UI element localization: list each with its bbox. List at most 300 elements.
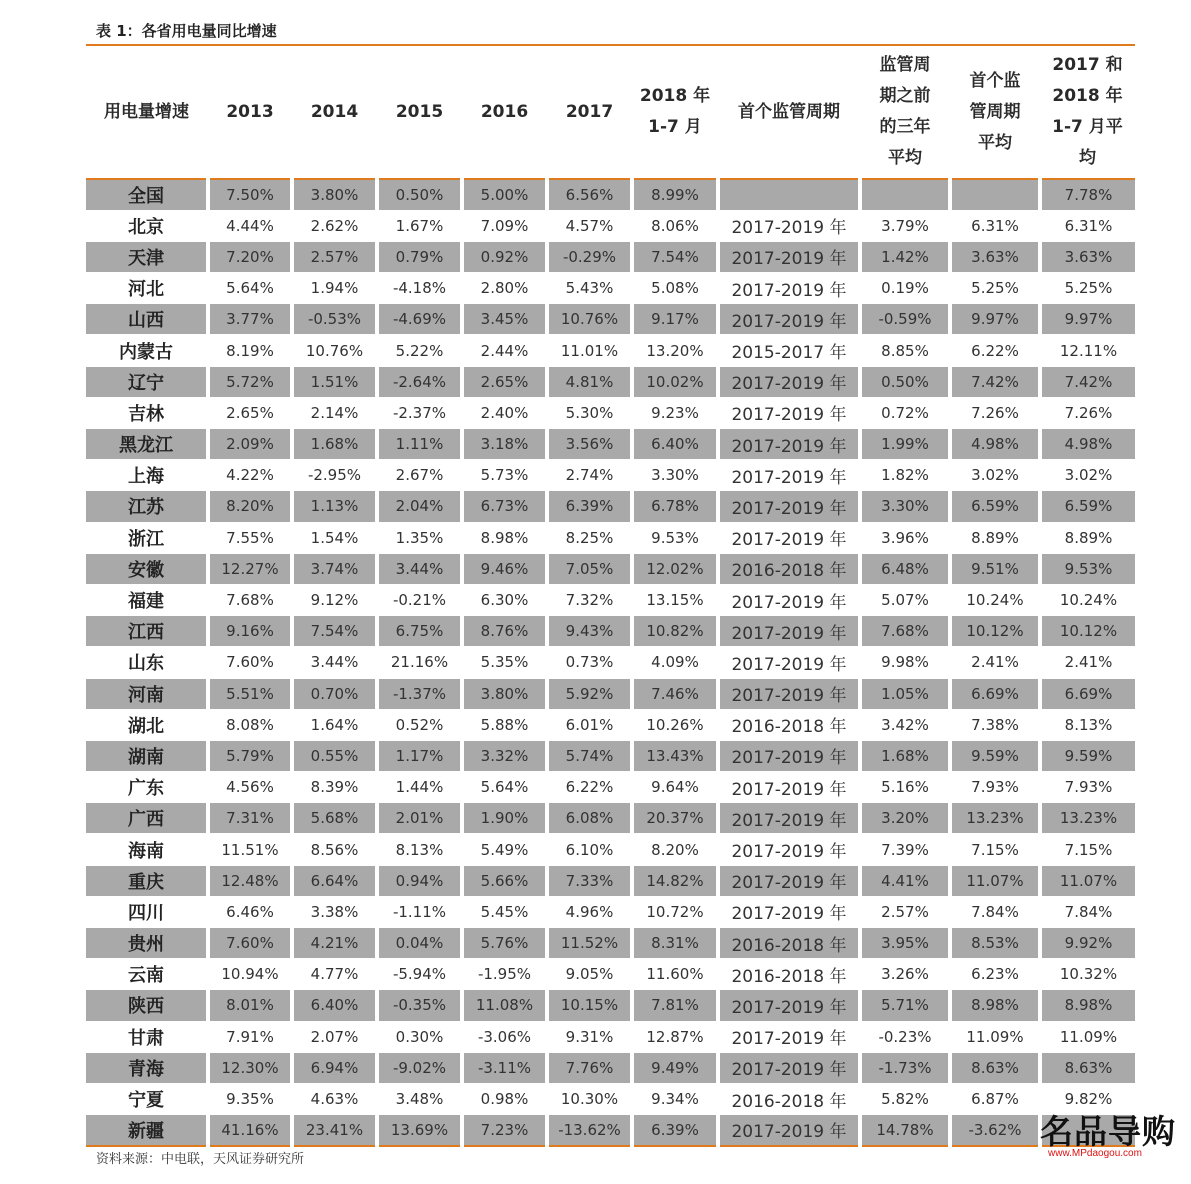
value-cell: 2.41%: [1040, 647, 1135, 678]
value-cell: 11.08%: [462, 990, 547, 1021]
value-cell: 5.51%: [208, 678, 292, 709]
value-cell: 4.09%: [632, 647, 718, 678]
watermark-text: 名品导购: [1040, 1112, 1176, 1151]
watermark-logo: [1040, 1114, 1180, 1164]
value-cell: 3.48%: [377, 1083, 462, 1114]
value-cell: -4.69%: [377, 304, 462, 335]
table-row: [86, 210, 1135, 241]
value-cell: 4.57%: [547, 210, 632, 241]
province-cell: 湖北: [128, 715, 164, 737]
period-cell: 2017-2019 年: [718, 990, 860, 1021]
province-cell: 山西: [86, 304, 208, 335]
value-cell: 6.40%: [292, 990, 377, 1021]
value-cell: 2.65%: [462, 366, 547, 397]
value-cell: 2.74%: [547, 460, 632, 491]
value-cell: 9.16%: [208, 616, 292, 647]
column-header-line: 期之前: [879, 86, 931, 106]
table-row: [86, 1021, 1135, 1052]
value-cell: 5.64%: [208, 273, 292, 304]
period-cell: 2017-2019 年: [718, 896, 860, 927]
province-cell: 黑龙江: [86, 429, 208, 460]
table-row: [86, 429, 1135, 460]
period-cell: 2017-2019 年: [718, 803, 860, 834]
value-cell: 6.64%: [292, 865, 377, 896]
table-row: [86, 896, 1135, 927]
period-cell: 2017-2019 年: [718, 210, 860, 241]
value-cell: 5.25%: [950, 273, 1040, 304]
period-cell: 2017-2019 年: [718, 241, 860, 272]
province-cell: 安徽: [86, 553, 208, 584]
column-header: [377, 45, 462, 179]
column-header-line: 首个监: [969, 70, 1021, 91]
table-row: [86, 928, 1135, 959]
table-row: [86, 397, 1135, 428]
value-cell: 7.54%: [292, 616, 377, 647]
value-cell: 7.76%: [547, 1052, 632, 1083]
value-cell: 9.43%: [547, 616, 632, 647]
value-cell: 4.44%: [208, 210, 292, 241]
province-cell: 四川: [128, 902, 164, 924]
value-cell: -0.23%: [860, 1021, 950, 1052]
value-cell: -1.11%: [377, 896, 462, 927]
value-cell: 6.39%: [632, 1115, 718, 1146]
value-cell: 10.30%: [547, 1083, 632, 1114]
period-cell: 2017-2019 年: [718, 460, 860, 491]
province-cell: 内蒙古: [119, 341, 173, 363]
value-cell: 7.09%: [462, 210, 547, 241]
value-cell: 7.68%: [208, 584, 292, 615]
value-cell: 6.46%: [208, 896, 292, 927]
province-cell: 海南: [128, 840, 164, 862]
value-cell: -2.37%: [377, 397, 462, 428]
table-row: [86, 460, 1135, 491]
value-cell: 9.49%: [632, 1052, 718, 1083]
province-cell: 江西: [86, 616, 208, 647]
period-cell: 2016-2018 年: [718, 553, 860, 584]
value-cell: 7.68%: [860, 616, 950, 647]
table-row: [86, 1083, 1135, 1114]
value-cell: 6.31%: [950, 210, 1040, 241]
value-cell: 11.07%: [950, 865, 1040, 896]
period-cell: 2015-2017 年: [718, 335, 860, 366]
province-cell: 天津: [86, 241, 208, 272]
table-row: [86, 959, 1135, 990]
value-cell: 2.41%: [950, 647, 1040, 678]
value-cell: 13.23%: [950, 803, 1040, 834]
value-cell: 3.63%: [950, 241, 1040, 272]
value-cell: 2.65%: [208, 397, 292, 428]
value-cell: 8.76%: [462, 616, 547, 647]
value-cell: 7.38%: [950, 709, 1040, 740]
column-header: [547, 45, 632, 179]
value-cell: 7.15%: [950, 834, 1040, 865]
value-cell: 6.08%: [547, 803, 632, 834]
table-title: 表 1：各省用电量同比增速: [96, 22, 277, 40]
value-cell: 5.45%: [462, 896, 547, 927]
value-cell: 11.01%: [547, 335, 632, 366]
value-cell: 9.31%: [547, 1021, 632, 1052]
value-cell: 9.59%: [950, 740, 1040, 771]
period-cell: 2017-2019 年: [718, 772, 860, 803]
value-cell: 10.76%: [292, 335, 377, 366]
period-cell: 2017-2019 年: [718, 491, 860, 522]
column-header: [632, 45, 718, 179]
value-cell: 0.98%: [462, 1083, 547, 1114]
column-header: [718, 45, 860, 179]
value-cell: 11.60%: [632, 959, 718, 990]
period-cell: 2017-2019 年: [718, 1115, 860, 1146]
value-cell: 5.66%: [462, 865, 547, 896]
value-cell: 12.02%: [632, 553, 718, 584]
table-row: [86, 772, 1135, 803]
value-cell: 0.73%: [547, 647, 632, 678]
value-cell: 8.98%: [462, 522, 547, 553]
value-cell: 3.80%: [292, 179, 377, 210]
province-cell: 新疆: [86, 1115, 208, 1146]
table-row: [86, 678, 1135, 709]
value-cell: 10.26%: [632, 709, 718, 740]
value-cell: 5.49%: [462, 834, 547, 865]
value-cell: 12.30%: [208, 1052, 292, 1083]
column-header-line: 2013: [226, 101, 274, 122]
value-cell: 4.96%: [547, 896, 632, 927]
value-cell: 13.69%: [377, 1115, 462, 1146]
source-note: 资料来源：中电联，天风证券研究所: [96, 1152, 305, 1167]
value-cell: 7.93%: [1040, 772, 1135, 803]
value-cell: 11.07%: [1040, 865, 1135, 896]
period-cell: 2017-2019 年: [718, 647, 860, 678]
value-cell: 3.95%: [860, 928, 950, 959]
province-cell: 河北: [128, 279, 164, 301]
value-cell: 6.39%: [547, 491, 632, 522]
value-cell: 10.24%: [1040, 584, 1135, 615]
table-row: [86, 709, 1135, 740]
period-cell: 2017-2019 年: [718, 678, 860, 709]
column-header-line: 2017: [565, 101, 614, 122]
value-cell: 13.15%: [632, 584, 718, 615]
value-cell: 2.09%: [208, 429, 292, 460]
value-cell: 9.97%: [950, 304, 1040, 335]
value-cell: -5.94%: [377, 959, 462, 990]
value-cell: 13.20%: [632, 335, 718, 366]
value-cell: 10.82%: [632, 616, 718, 647]
value-cell: 7.91%: [208, 1021, 292, 1052]
value-cell: 7.20%: [208, 241, 292, 272]
value-cell: 8.56%: [292, 834, 377, 865]
value-cell: 6.22%: [950, 335, 1040, 366]
value-cell: 3.42%: [860, 709, 950, 740]
value-cell: 8.20%: [632, 834, 718, 865]
value-cell: -0.35%: [377, 990, 462, 1021]
period-cell: 2016-2018 年: [718, 709, 860, 740]
value-cell: 6.69%: [950, 678, 1040, 709]
period-cell: [718, 179, 860, 210]
value-cell: 7.60%: [208, 647, 292, 678]
province-cell: 上海: [128, 466, 164, 488]
column-header: [462, 45, 547, 179]
value-cell: 3.44%: [292, 647, 377, 678]
column-header-line: 监管周: [879, 55, 931, 75]
value-cell: 10.76%: [547, 304, 632, 335]
province-cell: 江苏: [86, 491, 208, 522]
province-cell: 吉林: [128, 403, 164, 425]
value-cell: 0.04%: [377, 928, 462, 959]
value-cell: 2.62%: [292, 210, 377, 241]
province-cell: 宁夏: [128, 1090, 164, 1112]
value-cell: 6.48%: [860, 553, 950, 584]
value-cell: 3.20%: [860, 803, 950, 834]
value-cell: 2.80%: [462, 273, 547, 304]
value-cell: 13.43%: [632, 740, 718, 771]
value-cell: 3.45%: [462, 304, 547, 335]
value-cell: 6.59%: [1040, 491, 1135, 522]
value-cell: 8.89%: [950, 522, 1040, 553]
value-cell: -0.53%: [292, 304, 377, 335]
value-cell: 5.00%: [462, 179, 547, 210]
electricity-growth-table: [86, 44, 1135, 1147]
period-cell: 2017-2019 年: [718, 1021, 860, 1052]
value-cell: 9.59%: [1040, 740, 1135, 771]
value-cell: 9.64%: [632, 772, 718, 803]
value-cell: 14.82%: [632, 865, 718, 896]
value-cell: 5.74%: [547, 740, 632, 771]
value-cell: 9.51%: [950, 553, 1040, 584]
value-cell: 23.41%: [292, 1115, 377, 1146]
value-cell: 0.72%: [860, 397, 950, 428]
value-cell: 4.22%: [208, 460, 292, 491]
province-cell: 全国: [86, 179, 208, 210]
value-cell: 5.16%: [860, 772, 950, 803]
value-cell: 4.77%: [292, 959, 377, 990]
value-cell: 3.38%: [292, 896, 377, 927]
value-cell: 8.19%: [208, 335, 292, 366]
period-cell: 2017-2019 年: [718, 1052, 860, 1083]
value-cell: 11.52%: [547, 928, 632, 959]
province-cell: 湖南: [86, 740, 208, 771]
value-cell: 7.81%: [632, 990, 718, 1021]
period-cell: 2017-2019 年: [718, 273, 860, 304]
value-cell: 10.12%: [950, 616, 1040, 647]
value-cell: 7.50%: [208, 179, 292, 210]
value-cell: 1.94%: [292, 273, 377, 304]
value-cell: 6.59%: [950, 491, 1040, 522]
table-row: [86, 179, 1135, 210]
period-cell: 2017-2019 年: [718, 522, 860, 553]
value-cell: 3.32%: [462, 740, 547, 771]
province-cell: 广西: [86, 803, 208, 834]
value-cell: 0.52%: [377, 709, 462, 740]
value-cell: 21.16%: [377, 647, 462, 678]
province-cell: 福建: [128, 591, 164, 613]
value-cell: [950, 179, 1040, 210]
table-container: [86, 44, 1135, 1147]
value-cell: 9.53%: [632, 522, 718, 553]
value-cell: 8.53%: [950, 928, 1040, 959]
value-cell: 4.81%: [547, 366, 632, 397]
table-row: [86, 366, 1135, 397]
value-cell: 3.77%: [208, 304, 292, 335]
value-cell: 9.82%: [1040, 1083, 1135, 1114]
value-cell: 5.88%: [462, 709, 547, 740]
value-cell: 5.79%: [208, 740, 292, 771]
column-header-line: 均: [1079, 148, 1096, 168]
value-cell: 4.98%: [950, 429, 1040, 460]
column-header-line: 1-7 月: [648, 117, 702, 137]
column-header-line: 1-7 月平: [1052, 117, 1123, 137]
table-row: [86, 740, 1135, 771]
value-cell: 1.17%: [377, 740, 462, 771]
value-cell: 4.21%: [292, 928, 377, 959]
value-cell: 7.93%: [950, 772, 1040, 803]
table-row: [86, 304, 1135, 335]
column-header-line: 2017 和: [1052, 55, 1123, 75]
table-row: [86, 1115, 1135, 1146]
value-cell: 3.79%: [860, 210, 950, 241]
value-cell: 7.31%: [208, 803, 292, 834]
value-cell: 8.01%: [208, 990, 292, 1021]
value-cell: 5.73%: [462, 460, 547, 491]
value-cell: -2.95%: [292, 460, 377, 491]
value-cell: 7.42%: [950, 366, 1040, 397]
value-cell: 6.73%: [462, 491, 547, 522]
province-cell: 河南: [86, 678, 208, 709]
value-cell: 1.42%: [860, 241, 950, 272]
value-cell: 5.72%: [208, 366, 292, 397]
province-cell: 辽宁: [86, 366, 208, 397]
value-cell: 3.30%: [860, 491, 950, 522]
province-cell: 北京: [128, 216, 164, 238]
value-cell: 7.33%: [547, 865, 632, 896]
value-cell: 3.44%: [377, 553, 462, 584]
period-cell: 2017-2019 年: [718, 366, 860, 397]
value-cell: 0.19%: [860, 273, 950, 304]
value-cell: 1.51%: [292, 366, 377, 397]
column-header: [208, 45, 292, 179]
value-cell: 4.56%: [208, 772, 292, 803]
value-cell: 8.20%: [208, 491, 292, 522]
value-cell: 1.44%: [377, 772, 462, 803]
value-cell: 1.68%: [292, 429, 377, 460]
value-cell: 3.63%: [1040, 241, 1135, 272]
column-header-line: 平均: [888, 148, 922, 168]
value-cell: 3.26%: [860, 959, 950, 990]
value-cell: -1.95%: [462, 959, 547, 990]
value-cell: 10.72%: [632, 896, 718, 927]
value-cell: 2.57%: [860, 896, 950, 927]
value-cell: 0.55%: [292, 740, 377, 771]
value-cell: 2.40%: [462, 397, 547, 428]
table-row: [86, 865, 1135, 896]
value-cell: 6.40%: [632, 429, 718, 460]
header-row: [86, 45, 1135, 179]
period-cell: 2017-2019 年: [718, 429, 860, 460]
column-header-line: 平均: [978, 132, 1012, 153]
value-cell: -4.18%: [377, 273, 462, 304]
value-cell: 7.84%: [950, 896, 1040, 927]
value-cell: 7.46%: [632, 678, 718, 709]
column-header-line: 的三年: [879, 117, 931, 137]
column-header-line: 用电量增速: [104, 101, 189, 122]
value-cell: 5.64%: [462, 772, 547, 803]
value-cell: 6.78%: [632, 491, 718, 522]
value-cell: 3.56%: [547, 429, 632, 460]
value-cell: 7.32%: [547, 584, 632, 615]
column-header: [292, 45, 377, 179]
value-cell: 8.08%: [208, 709, 292, 740]
value-cell: 12.27%: [208, 553, 292, 584]
column-header-line: 2014: [310, 101, 359, 122]
value-cell: 8.13%: [1040, 709, 1135, 740]
table-row: [86, 522, 1135, 553]
value-cell: 6.75%: [377, 616, 462, 647]
value-cell: -1.37%: [377, 678, 462, 709]
value-cell: 8.31%: [632, 928, 718, 959]
value-cell: 9.97%: [1040, 304, 1135, 335]
column-header: [860, 45, 950, 179]
value-cell: 3.02%: [950, 460, 1040, 491]
value-cell: 7.05%: [547, 553, 632, 584]
period-cell: 2017-2019 年: [718, 584, 860, 615]
value-cell: 1.67%: [377, 210, 462, 241]
value-cell: 7.60%: [208, 928, 292, 959]
value-cell: 9.05%: [547, 959, 632, 990]
value-cell: 41.16%: [208, 1115, 292, 1146]
value-cell: 1.11%: [377, 429, 462, 460]
value-cell: 5.25%: [1040, 273, 1135, 304]
value-cell: 8.98%: [1040, 990, 1135, 1021]
value-cell: 1.90%: [462, 803, 547, 834]
value-cell: 6.31%: [1040, 210, 1135, 241]
value-cell: 7.78%: [1040, 179, 1135, 210]
value-cell: 8.25%: [547, 522, 632, 553]
value-cell: 12.11%: [1040, 335, 1135, 366]
value-cell: 5.08%: [632, 273, 718, 304]
value-cell: 3.96%: [860, 522, 950, 553]
value-cell: 0.79%: [377, 241, 462, 272]
value-cell: 8.13%: [377, 834, 462, 865]
value-cell: 9.17%: [632, 304, 718, 335]
value-cell: 5.92%: [547, 678, 632, 709]
value-cell: 4.98%: [1040, 429, 1135, 460]
value-cell: 12.48%: [208, 865, 292, 896]
table-row: [86, 491, 1135, 522]
period-cell: 2017-2019 年: [718, 304, 860, 335]
period-cell: 2016-2018 年: [718, 959, 860, 990]
value-cell: 1.82%: [860, 460, 950, 491]
value-cell: 5.68%: [292, 803, 377, 834]
value-cell: 14.78%: [860, 1115, 950, 1146]
value-cell: 5.30%: [547, 397, 632, 428]
value-cell: 6.87%: [950, 1083, 1040, 1114]
value-cell: 2.07%: [292, 1021, 377, 1052]
table-row: [86, 990, 1135, 1021]
value-cell: 10.94%: [208, 959, 292, 990]
value-cell: -9.02%: [377, 1052, 462, 1083]
column-header-line: 首个监管周期: [738, 101, 840, 122]
value-cell: 10.32%: [1040, 959, 1135, 990]
value-cell: 3.02%: [1040, 460, 1135, 491]
table-row: [86, 584, 1135, 615]
province-cell: 青海: [86, 1052, 208, 1083]
value-cell: -1.73%: [860, 1052, 950, 1083]
value-cell: 0.50%: [377, 179, 462, 210]
value-cell: 2.67%: [377, 460, 462, 491]
value-cell: 7.39%: [860, 834, 950, 865]
value-cell: 7.54%: [632, 241, 718, 272]
value-cell: 1.68%: [860, 740, 950, 771]
value-cell: 3.74%: [292, 553, 377, 584]
value-cell: 6.30%: [462, 584, 547, 615]
